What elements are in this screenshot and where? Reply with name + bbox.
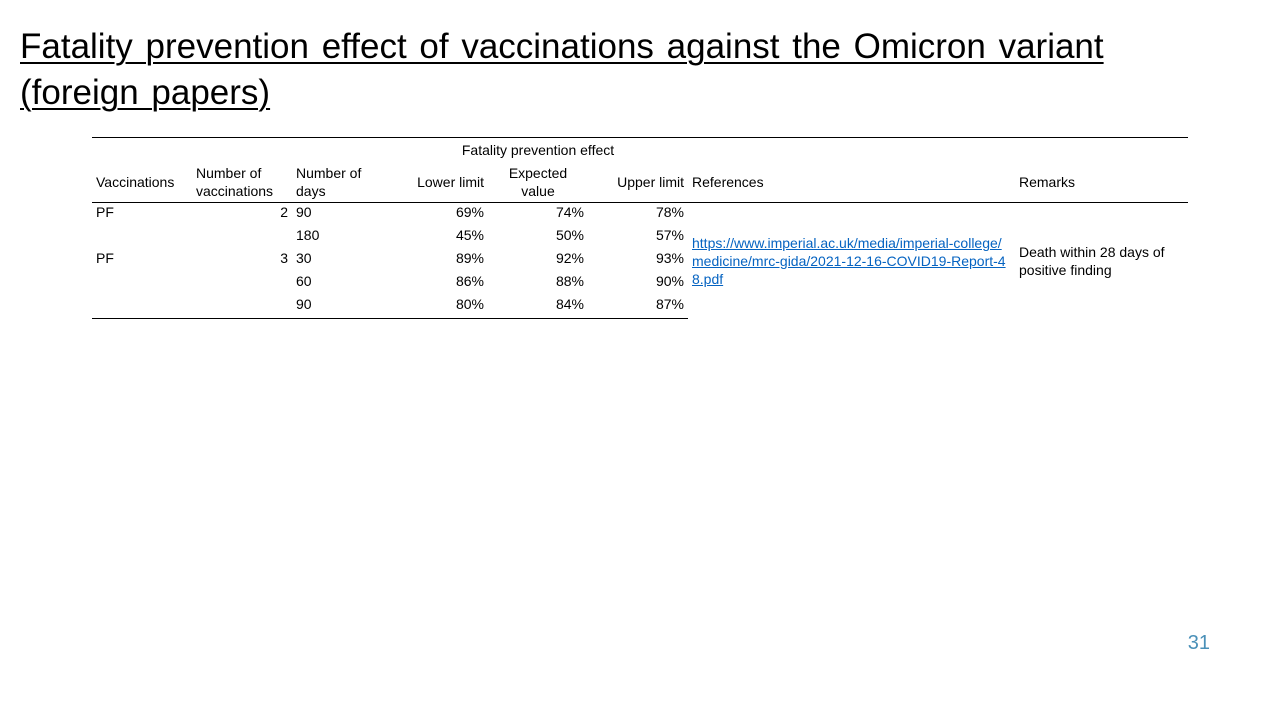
cell-days: 180 — [296, 227, 320, 243]
slide-title: Fatality prevention effect of vaccinations against the Omicron variant (foreign papers) — [20, 27, 1104, 112]
cell-expected-value: 84% — [488, 295, 588, 319]
page-number: 31 — [1187, 632, 1210, 654]
cell-remarks: Death within 28 days of positive finding — [1019, 243, 1165, 278]
cell-lower-limit: 80% — [388, 295, 488, 319]
reference-link[interactable]: https://www.imperial.ac.uk/media/imperial-college/medicine/mrc-gida/2021-12-16-COVID19-Report-48.pdf — [692, 234, 1006, 287]
cell-vaccination-count: 3 — [280, 250, 288, 266]
col-header-upper-limit: Upper limit — [588, 162, 688, 203]
cell-upper-limit: 87% — [588, 295, 688, 319]
col-header-number-of-days: Number of days — [292, 162, 388, 203]
cell-vaccination: PF — [96, 250, 114, 266]
col-header-number-of-vaccinations: Number of vaccinations — [192, 162, 292, 203]
cell-days: 90 — [296, 204, 312, 220]
col-header-remarks: Remarks — [1015, 162, 1188, 203]
cell-upper-limit: 90% — [655, 273, 684, 289]
cell-days: 30 — [296, 250, 312, 266]
cell-vaccination — [92, 272, 192, 295]
cell-vaccination — [92, 226, 192, 249]
cell-vaccination-count — [192, 295, 292, 319]
cell-references — [688, 203, 1015, 319]
table-group-header-row — [92, 138, 1188, 163]
cell-days: 90 — [292, 295, 388, 319]
cell-lower-limit: 86% — [455, 273, 484, 289]
table-column-header-row — [92, 162, 1188, 203]
cell-vaccination-count — [192, 226, 292, 249]
cell-upper-limit: 78% — [655, 204, 684, 220]
cell-vaccination-count: 2 — [280, 204, 288, 220]
fatality-prevention-table — [92, 137, 1188, 319]
cell-days: 60 — [296, 273, 312, 289]
cell-lower-limit: 69% — [455, 204, 484, 220]
cell-expected-value: 92% — [555, 250, 584, 266]
col-header-vaccinations: Vaccinations — [92, 162, 192, 203]
cell-vaccination: PF — [96, 204, 114, 220]
col-header-references: References — [688, 162, 1015, 203]
cell-expected-value: 88% — [555, 273, 584, 289]
cell-lower-limit: 45% — [455, 227, 484, 243]
col-header-expected-value: Expected value — [488, 162, 588, 203]
cell-expected-value: 74% — [555, 204, 584, 220]
col-header-lower-limit: Lower limit — [388, 162, 488, 203]
group-header-fatality-prevention-effect: Fatality prevention effect — [388, 138, 688, 163]
cell-vaccination — [92, 295, 192, 319]
cell-upper-limit: 93% — [655, 250, 684, 266]
cell-upper-limit: 57% — [655, 227, 684, 243]
cell-vaccination-count — [192, 272, 292, 295]
cell-expected-value: 50% — [555, 227, 584, 243]
cell-lower-limit: 89% — [455, 250, 484, 266]
table-row — [92, 203, 1188, 227]
